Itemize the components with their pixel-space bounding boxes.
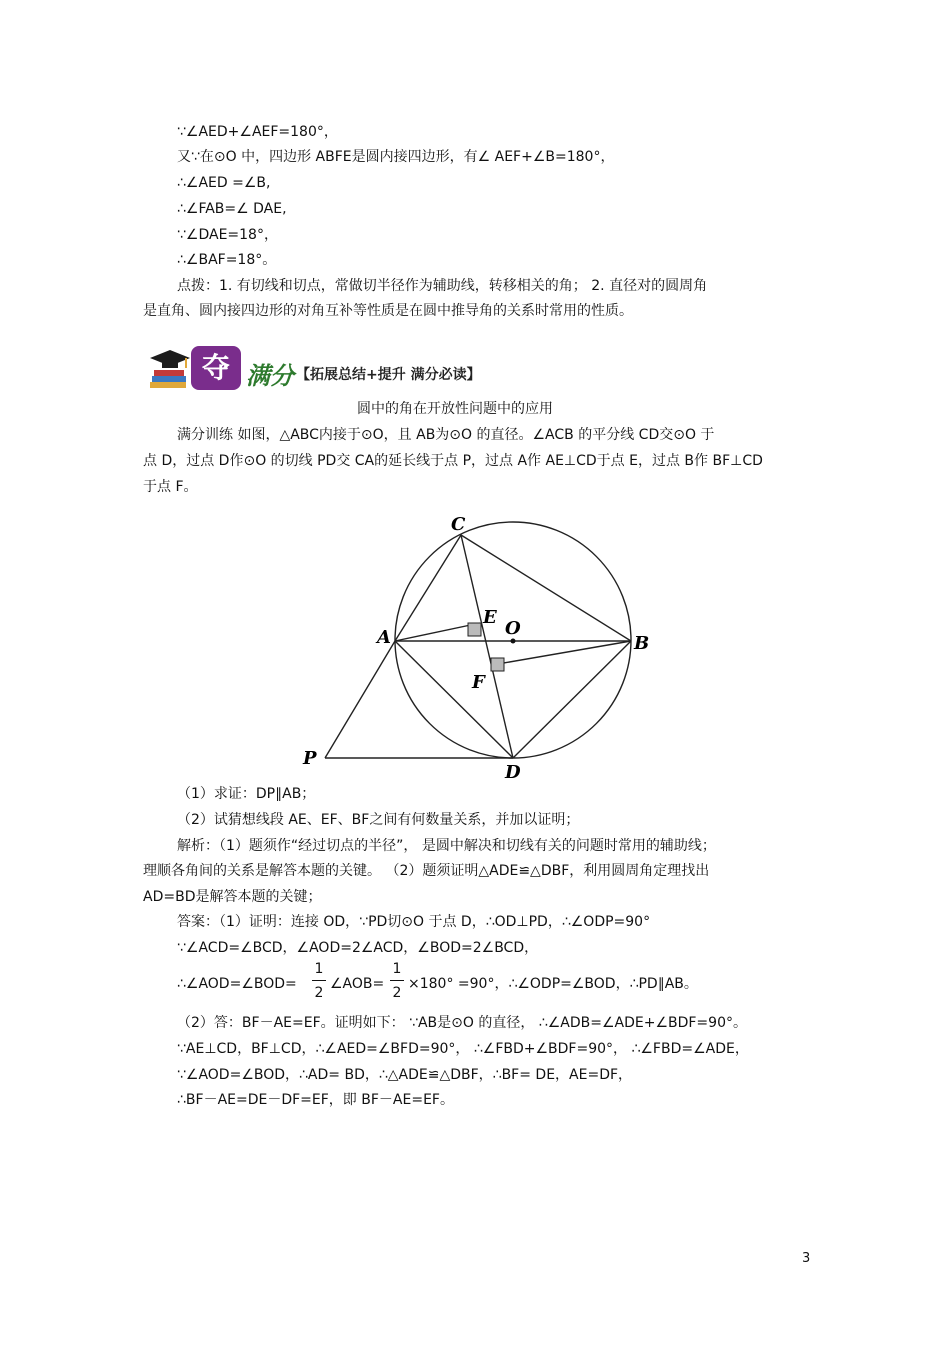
fraction-denominator: 2: [314, 985, 324, 1001]
banner-big-char: 夺: [191, 346, 241, 390]
proof-line: ∴∠BAF=18°。: [177, 252, 277, 268]
fraction-bar: [390, 980, 404, 981]
fraction-bar: [312, 980, 326, 981]
label-p: P: [303, 748, 317, 769]
label-o: O: [505, 618, 521, 639]
graduation-cap-books-icon: [146, 346, 192, 392]
proof-line: ∵∠DAE=18°，: [177, 227, 278, 243]
analysis-line: 理顺各角间的关系是解答本题的关键。 （2）题须证明△ADE≌△DBF，利用圆周角定理找出: [143, 863, 710, 879]
center-dot: [511, 639, 516, 644]
fraction-numerator: 1: [314, 961, 324, 977]
tip-line: 点拨：1. 有切线和切点，常做切半径作为辅助线，转移相关的角； 2. 直径对的圆周角: [177, 278, 708, 294]
segment-cd: [461, 535, 513, 758]
segment-pa: [325, 641, 395, 758]
proof-line: ∴∠FAB=∠ DAE,: [177, 201, 287, 217]
fraction-half-2: [390, 961, 404, 1003]
proof-line: 又∵在⊙O 中，四边形 ABFE是圆内接四边形，有∠ AEF+∠B=180°，: [177, 149, 615, 165]
label-e: E: [483, 607, 497, 628]
right-angle-f: [491, 658, 504, 671]
question-line: （1）求证：DP∥AB；: [177, 786, 316, 802]
segment-ac: [395, 535, 461, 641]
label-d: D: [505, 762, 521, 783]
geometry-figure: [295, 510, 665, 785]
answer-fraction-part1: ∴∠AOD=∠BOD=: [177, 976, 297, 992]
label-a: A: [377, 627, 391, 648]
answer-line: ∵AE⊥CD，BF⊥CD，∴∠AED=∠BFD=90°， ∴∠FBD+∠BDF=90°， ∴∠FBD=∠ADE，: [177, 1041, 749, 1057]
answer-line: ∵∠ACD=∠BCD，∠AOD=2∠ACD，∠BOD=2∠BCD，: [177, 940, 539, 956]
answer-fraction-part2: ∠AOB=: [330, 976, 385, 992]
fraction-numerator: 1: [392, 961, 402, 977]
page-number: 3: [802, 1251, 811, 1266]
answer-line: （2）答：BF－AE=EF。证明如下： ∵AB是⊙O 的直径， ∴∠ADB=∠ADE+∠BDF=90°。: [177, 1015, 747, 1031]
tip-line: 是直角、圆内接四边形的对角互补等性质是在圆中推导角的关系时常用的性质。: [143, 303, 633, 319]
label-f: F: [472, 672, 485, 693]
label-c: C: [451, 514, 466, 535]
answer-line: 答案：（1）证明：连接 OD，∵PD切⊙O 于点 D，∴OD⊥PD，∴∠ODP=90°: [177, 914, 651, 930]
answer-fraction-part3: ×180° =90°，∴∠ODP=∠BOD，∴PD∥AB。: [408, 976, 698, 992]
analysis-line: 解析：（1）题须作“经过切点的半径”， 是圆中解决和切线有关的问题时常用的辅助线；: [177, 838, 716, 854]
label-b: B: [634, 633, 650, 654]
question-line: （2）试猜想线段 AE、EF、BF之间有何数量关系，并加以证明；: [177, 812, 580, 828]
fraction-half-1: [312, 961, 326, 1003]
proof-line: ∴∠AED =∠B,: [177, 175, 271, 191]
answer-line: ∵∠AOD=∠BOD，∴AD= BD，∴△ADE≌△DBF，∴BF= DE，AE=DF，: [177, 1067, 633, 1083]
problem-line: 点 D，过点 D作⊙O 的切线 PD交 CA的延长线于点 P，过点 A作 AE⊥CD于点 E，过点 B作 BF⊥CD: [143, 453, 763, 469]
banner-subtitle: 【拓展总结+提升 满分必读】: [296, 367, 481, 383]
proof-line: ∵∠AED+∠AEF=180°，: [177, 124, 338, 140]
problem-line: 于点 F。: [143, 479, 198, 495]
analysis-line: AD=BD是解答本题的关键；: [143, 889, 322, 905]
problem-line: 满分训练 如图，△ABC内接于⊙O，且 AB为⊙O 的直径。∠ACB 的平分线 CD交⊙O 于: [177, 427, 715, 443]
segment-ae: [395, 623, 480, 641]
fraction-denominator: 2: [392, 985, 402, 1001]
banner-label: 满分: [246, 362, 294, 390]
right-angle-e: [468, 623, 481, 636]
section-banner: [146, 346, 506, 392]
section-title: 圆中的角在开放性问题中的应用: [357, 401, 553, 417]
answer-line: ∴BF－AE=DE－DF=EF，即 BF－AE=EF。: [177, 1092, 454, 1108]
